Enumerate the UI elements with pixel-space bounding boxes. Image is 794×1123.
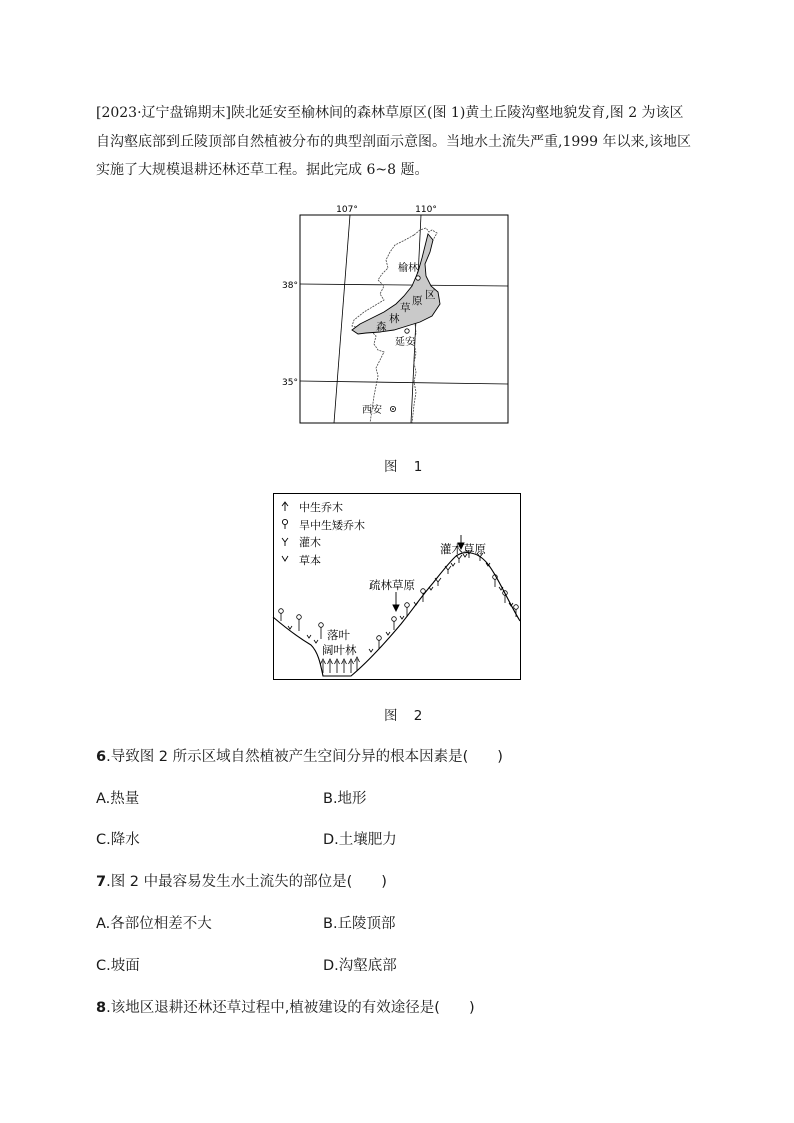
region-char-cao: 草 [400, 302, 411, 314]
label-sparse-forest-grassland: 疏林草原 [369, 578, 415, 592]
xian-dot-center [392, 408, 394, 410]
question-8-number: 8 [96, 1000, 107, 1016]
lon-107-label: 107° [336, 205, 358, 215]
region-char-yuan: 原 [412, 295, 423, 307]
question-7-option-d[interactable]: D.沟壑底部 [323, 958, 397, 974]
figure-2-profile [273, 493, 522, 681]
question-8-text: .该地区退耕还林还草过程中,植被建设的有效途径是( ) [106, 1000, 475, 1016]
lat-38-label: 38° [282, 281, 298, 291]
question-6-option-c[interactable]: C.降水 [96, 832, 140, 848]
legend-herb: 草本 [299, 554, 321, 567]
figure-2-caption: 图 2 [384, 708, 429, 724]
region-char-qu: 区 [425, 289, 436, 301]
question-7-stem [96, 870, 387, 891]
question-6-text: .导致图 2 所示区域自然植被产生空间分异的根本因素是( ) [106, 749, 503, 765]
label-shrub-grassland: 灌木草原 [440, 542, 486, 556]
intro-text: 陕北延安至榆林间的森林草原区(图 1)黄土丘陵沟壑地貌发育,图 2 为该区自沟壑底部到丘陵顶部自然植被分布的典型剖面示意图。当地水土流失严重,1999 年以来,该地区实施了大规模退耕还林还草工程。据此完成 6~8 题。 [96, 105, 691, 178]
yulin-dot [416, 276, 420, 280]
xian-label: 西安 [362, 405, 382, 416]
region-char-lin: 林 [389, 313, 400, 325]
yanan-dot [405, 329, 409, 333]
question-7-text: .图 2 中最容易发生水土流失的部位是( ) [106, 874, 387, 890]
legend-dwarf-tree: 旱中生矮乔木 [299, 519, 365, 532]
question-6-number: 6 [96, 749, 107, 765]
figure-1-caption: 图 1 [384, 459, 429, 475]
label-deciduous-line1: 落叶 [327, 628, 350, 642]
question-7-number: 7 [96, 874, 107, 890]
yulin-label: 榆林 [398, 263, 418, 274]
question-6-option-d[interactable]: D.土壤肥力 [323, 832, 397, 848]
question-6-stem [96, 745, 503, 766]
region-char-sen: 森 [376, 321, 387, 333]
question-6-option-a[interactable]: A.热量 [96, 791, 140, 807]
question-7-option-c[interactable]: C.坡面 [96, 958, 140, 974]
lat-35-label: 35° [282, 378, 298, 388]
intro-paragraph [96, 99, 696, 185]
question-6-option-b[interactable]: B.地形 [323, 791, 367, 807]
lon-110-label: 110° [415, 205, 437, 215]
legend-mesophytic-tree: 中生乔木 [299, 501, 343, 514]
label-deciduous-line2: 阔叶林 [322, 643, 357, 657]
question-7-option-b[interactable]: B.丘陵顶部 [323, 916, 396, 932]
question-7-option-a[interactable]: A.各部位相差不大 [96, 916, 212, 932]
legend-shrub: 灌木 [299, 536, 321, 549]
question-8-stem [96, 996, 475, 1017]
figure-1-map [282, 200, 520, 430]
source-tag: [2023·辽宁盘锦期末] [96, 105, 232, 121]
yanan-label: 延安 [395, 337, 415, 348]
